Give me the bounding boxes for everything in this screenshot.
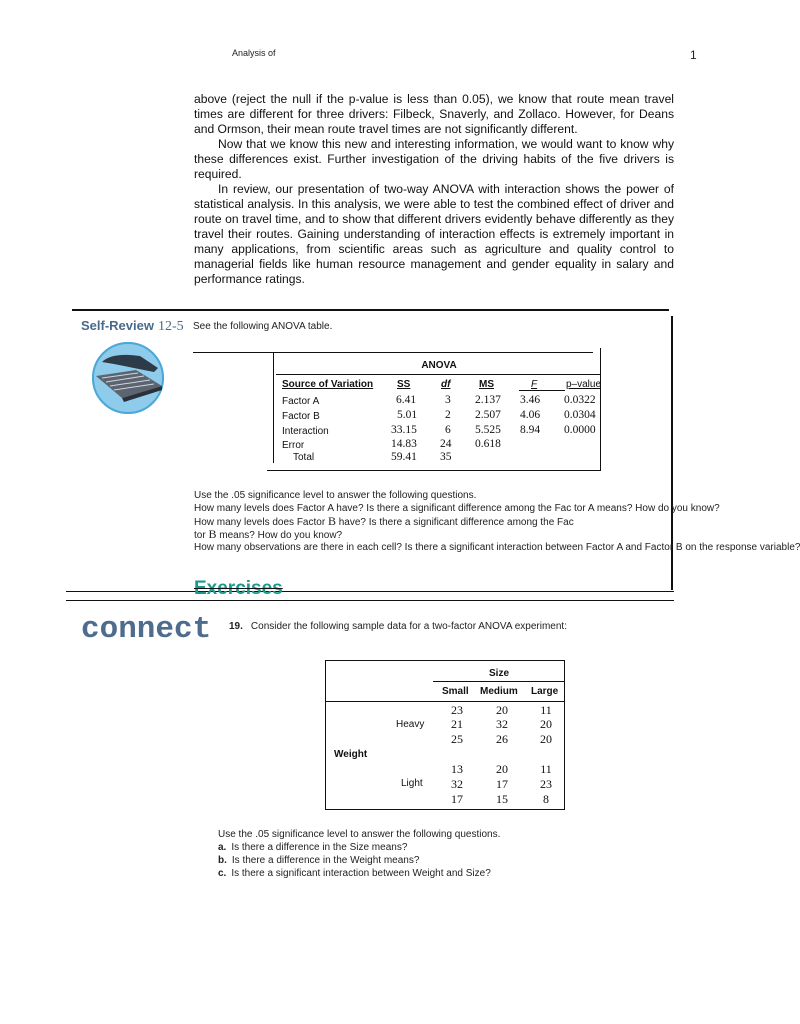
data-cell: 17 bbox=[451, 792, 463, 806]
exercise-item-a bbox=[218, 841, 500, 854]
light-label: Light bbox=[401, 778, 423, 789]
anova-cell: 3.46 bbox=[520, 394, 541, 406]
two-factor-table bbox=[325, 660, 565, 810]
anova-cell: 5.01 bbox=[397, 409, 418, 421]
item-text: Is there a difference in the Weight means? bbox=[231, 855, 420, 866]
column-large: Large bbox=[531, 686, 559, 697]
anova-f-underline bbox=[519, 390, 565, 391]
anova-cell: 2.507 bbox=[475, 409, 501, 421]
exercise-prompt bbox=[229, 621, 567, 632]
page-number: 1 bbox=[690, 48, 697, 62]
anova-cell: 0.0000 bbox=[564, 424, 596, 436]
question-2-part: tor bbox=[194, 530, 206, 541]
anova-row-label: Total bbox=[293, 452, 315, 463]
data-cell: 21 bbox=[451, 717, 463, 731]
data-cell: 15 bbox=[496, 792, 508, 806]
anova-row-label: Factor A bbox=[282, 396, 320, 407]
paragraph-3: In review, our presentation of two-way ANOVA with interaction shows the power of statistical analysis. In this analysis, we were able to test the combined effect of driver and route on travel time, and to show that different drivers evidently behave differently as they travel their routes. Gaining understanding of interaction effects is extremely important in many applications, from scientific areas such as agriculture and quality control to managerial fields like human resource management and gender equality in salary and performance ratings. bbox=[194, 182, 674, 286]
anova-cell: 0.0304 bbox=[564, 409, 596, 421]
heavy-label: Heavy bbox=[396, 719, 425, 730]
anova-header-source: Source of Variation bbox=[282, 379, 374, 390]
table-group-rule bbox=[433, 681, 565, 682]
data-cell: 17 bbox=[496, 777, 508, 791]
anova-cell: 8.94 bbox=[520, 424, 541, 436]
self-review-intro: See the following ANOVA table. bbox=[193, 321, 333, 332]
data-cell: 25 bbox=[451, 732, 463, 746]
exercises-bottom-rule bbox=[66, 600, 674, 601]
anova-cell: 6 bbox=[445, 424, 451, 436]
anova-cell: 2 bbox=[445, 409, 451, 421]
paragraph-1: above (reject the null if the p-value is less than 0.05), we know that route mean travel times are different for three drivers: Filbeck, Snaverly, and Zollaco. However, for Deans and Ormson, their mean route travel times are not significantly different. bbox=[194, 92, 674, 136]
anova-title-rule bbox=[276, 374, 601, 375]
data-cell: 20 bbox=[496, 762, 508, 776]
data-cell: 13 bbox=[451, 762, 463, 776]
data-cell: 23 bbox=[540, 777, 552, 791]
anova-header-pvalue: p–value bbox=[566, 379, 602, 390]
exercise-questions bbox=[218, 828, 500, 880]
exercise-number: 19. bbox=[229, 621, 243, 632]
weight-row-factor: Weight bbox=[334, 749, 368, 760]
self-review-number: 12-5 bbox=[157, 319, 184, 334]
question-2-factor: B bbox=[327, 514, 336, 528]
anova-cell: 14.83 bbox=[391, 438, 417, 450]
item-text: Is there a difference in the Size means? bbox=[231, 842, 408, 853]
connect-logo: connect bbox=[81, 612, 212, 647]
question-2-part: have? Is there a significant difference among the Fac bbox=[338, 517, 574, 528]
anova-row-label: Interaction bbox=[282, 426, 329, 437]
anova-bottom-rule bbox=[267, 470, 601, 471]
data-cell: 23 bbox=[451, 703, 463, 717]
anova-cell: 6.41 bbox=[396, 394, 417, 406]
exercises-top-rule bbox=[66, 591, 674, 592]
paragraph-2: Now that we know this new and interesting information, we would want to know why these differences exist. Further investigation of the driving habits of the five drivers is required. bbox=[194, 137, 674, 181]
anova-header-df: df bbox=[441, 379, 451, 390]
data-cell: 20 bbox=[540, 717, 552, 731]
anova-cell: 0.0322 bbox=[564, 394, 596, 406]
question-2-factor: B bbox=[208, 527, 217, 541]
anova-header-f: F bbox=[531, 379, 538, 390]
exercises-heading: Exercises bbox=[194, 578, 283, 599]
exercise-item-b bbox=[218, 854, 500, 867]
questions-intro: Use the .05 significance level to answer the following questions. bbox=[194, 490, 477, 501]
exercise-instructions: Use the .05 significance level to answer the following questions. bbox=[218, 829, 501, 840]
anova-cell: 4.06 bbox=[520, 409, 541, 421]
data-cell: 11 bbox=[540, 762, 552, 776]
anova-cell: 0.618 bbox=[475, 438, 501, 450]
question-2-part: How many levels does Factor bbox=[194, 517, 326, 528]
question-2-part: means? How do you know? bbox=[219, 530, 343, 541]
self-review-top-rule bbox=[72, 309, 669, 311]
anova-cell: 59.41 bbox=[391, 451, 417, 463]
column-medium: Medium bbox=[480, 686, 518, 697]
table-header-rule bbox=[326, 701, 565, 702]
data-cell: 20 bbox=[496, 703, 508, 717]
anova-cell: 5.525 bbox=[475, 424, 501, 436]
data-cell: 8 bbox=[543, 792, 549, 806]
anova-row-label: Factor B bbox=[282, 411, 320, 422]
anova-left-rule bbox=[273, 352, 274, 463]
anova-cell: 33.15 bbox=[391, 424, 417, 436]
column-small: Small bbox=[442, 686, 469, 697]
anova-cell: 2.137 bbox=[475, 394, 501, 406]
item-label: a. bbox=[218, 842, 227, 853]
question-2-line-1 bbox=[194, 515, 800, 528]
item-text: Is there a significant interaction between Weight and Size? bbox=[231, 868, 491, 879]
laptop-icon bbox=[92, 342, 164, 414]
data-cell: 26 bbox=[496, 732, 508, 746]
anova-cell: 3 bbox=[445, 394, 451, 406]
anova-row-label: Error bbox=[282, 440, 305, 451]
anova-title: ANOVA bbox=[421, 360, 457, 371]
data-cell: 32 bbox=[496, 717, 508, 731]
anova-header-ss: SS bbox=[397, 379, 411, 390]
anova-cell: 35 bbox=[440, 451, 452, 463]
body-text bbox=[194, 92, 674, 287]
item-label: c. bbox=[218, 868, 227, 879]
self-review-heading bbox=[81, 318, 184, 335]
anova-top-rule bbox=[193, 352, 593, 353]
size-column-group: Size bbox=[489, 668, 510, 679]
self-review-label: Self-Review bbox=[81, 318, 154, 333]
exercise-item-c bbox=[218, 867, 500, 880]
data-cell: 32 bbox=[451, 777, 463, 791]
data-cell: 11 bbox=[540, 703, 552, 717]
self-review-questions bbox=[194, 489, 800, 554]
question-2-line-2 bbox=[194, 528, 800, 541]
item-label: b. bbox=[218, 855, 227, 866]
running-header: Analysis of bbox=[232, 48, 276, 58]
exercise-text: Consider the following sample data for a two-factor ANOVA experiment: bbox=[250, 621, 567, 632]
data-cell: 20 bbox=[540, 732, 552, 746]
anova-cell: 24 bbox=[440, 438, 452, 450]
question-1: How many levels does Factor A have? Is there a significant difference among the Fac tor A means? How do you know? bbox=[194, 503, 720, 514]
anova-header-ms: MS bbox=[479, 379, 494, 390]
question-3: How many observations are there in each cell? Is there a significant interaction between Factor A and Factor B on the response variable? bbox=[194, 542, 800, 553]
